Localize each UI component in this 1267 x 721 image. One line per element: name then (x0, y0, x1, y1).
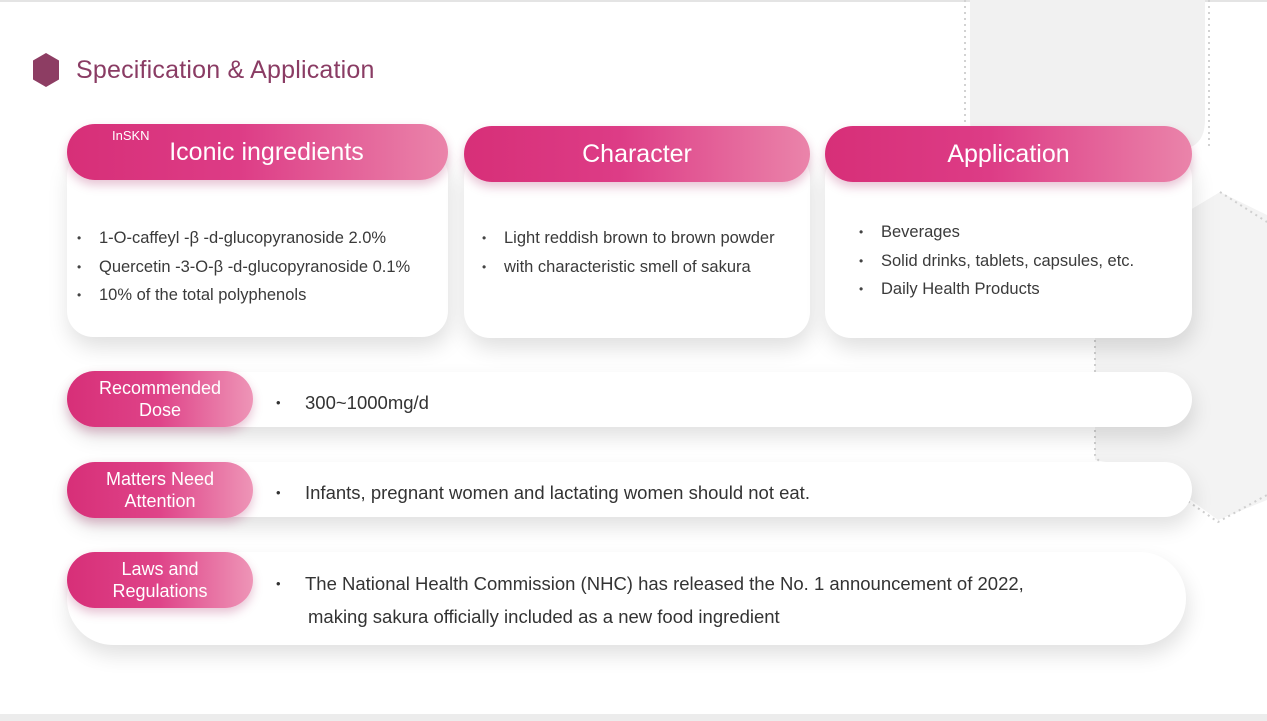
application-list (851, 218, 1134, 304)
list-item: • Solid drinks, tablets, capsules, etc. (851, 247, 1134, 276)
label-laws-and-regulations (67, 552, 253, 608)
card-header-application (825, 126, 1192, 182)
bottom-divider (0, 714, 1267, 721)
label-line: Regulations (112, 581, 208, 601)
ingredients-list (69, 224, 410, 310)
list-item: • Light reddish brown to brown powder (474, 224, 775, 253)
dose-value: 300~1000mg/d (305, 392, 429, 413)
regulation-text-line-1: • The National Health Commission (NHC) has released the No. 1 announcement of 2022, (276, 573, 1024, 594)
label-matters-need-attention (67, 462, 253, 518)
attention-value: Infants, pregnant women and lactating women should not eat. (305, 482, 810, 503)
dose-text: • 300~1000mg/d (276, 392, 429, 413)
label-line: Matters Need (105, 469, 215, 489)
card-title: Character (582, 139, 692, 168)
list-item: • Quercetin -3-O-β -d-glucopyranoside 0.1% (69, 253, 410, 282)
brand-superscript: InSKN (112, 128, 150, 143)
label-recommended-dose (67, 371, 253, 427)
list-item: • 10% of the total polyphenols (69, 281, 410, 310)
page-title: Specification & Application (76, 55, 375, 84)
character-list (474, 224, 775, 282)
regulation-value: The National Health Commission (NHC) has released the No. 1 announcement of 2022, (305, 573, 1024, 594)
hexagon-icon (32, 52, 60, 88)
label-line: Recommended (98, 378, 222, 398)
card-title: Application (947, 139, 1070, 168)
card-header-iconic-ingredients (67, 124, 448, 180)
hexagon-shape (33, 53, 59, 87)
list-item: • with characteristic smell of sakura (474, 253, 775, 282)
card-header-character (464, 126, 810, 182)
label-line: Dose (138, 400, 182, 420)
attention-text: • Infants, pregnant women and lactating women should not eat. (276, 482, 810, 503)
card-title: Iconic ingredients (169, 137, 364, 166)
page-header (32, 50, 375, 90)
regulation-text-line-2: making sakura officially included as a new food ingredient (308, 606, 780, 627)
list-item: • Beverages (851, 218, 1134, 247)
label-line: Laws and (121, 559, 199, 579)
list-item: • Daily Health Products (851, 275, 1134, 304)
list-item: • 1-O-caffeyl -β -d-glucopyranoside 2.0% (69, 224, 410, 253)
label-line: Attention (124, 491, 196, 511)
